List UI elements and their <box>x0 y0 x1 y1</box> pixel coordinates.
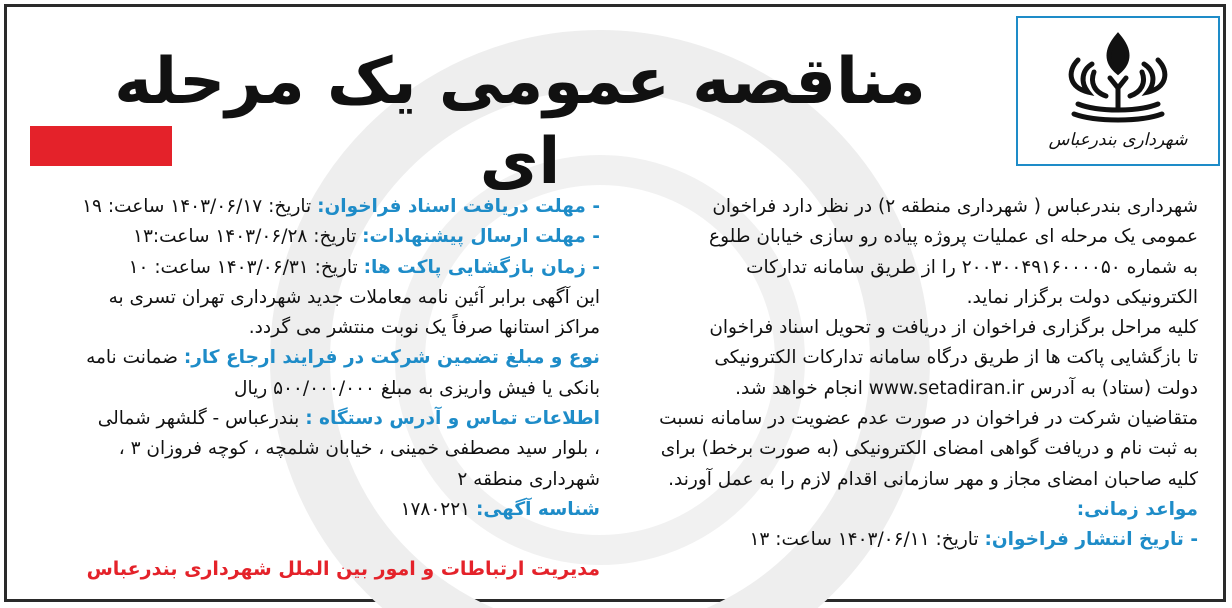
contact-label: اطلاعات تماس و آدرس دستگاه : <box>305 408 600 430</box>
paragraph-line: شهرداری بندرعباس ( شهرداری منطقه ۲) در نظر دارد فراخوان <box>712 196 1198 217</box>
paragraph-line: کلیه مراحل برگزاری فراخوان از دریافت و تحویل اسناد فراخوان <box>709 317 1198 339</box>
paragraph-line: به ثبت نام و دریافت گواهی امضای الکترونیکی (به صورت برخط) برای <box>660 438 1198 460</box>
contact-value: بندرعباس - گلشهر شمالی <box>97 408 306 430</box>
opening-label: - زمان بازگشایی پاکت ها: <box>363 256 600 278</box>
doc-deadline-line <box>28 192 600 222</box>
bid-deadline-label: - مهلت ارسال پیشنهادات: <box>362 226 600 248</box>
red-accent-bar <box>30 126 172 166</box>
contact-line <box>28 404 600 434</box>
guarantee-line <box>28 343 600 373</box>
ad-id-line <box>28 495 600 525</box>
paragraph-line: متقاضیان شرکت در فراخوان در صورت عدم عضویت در سامانه نسبت <box>659 408 1198 430</box>
municipality-logo-box <box>1016 16 1220 166</box>
logo-caption: شهرداری بندرعباس <box>1048 130 1188 150</box>
opening-value: تاریخ: ۱۴۰۳/۰۶/۳۱ ساعت: ۱۰ <box>128 256 364 278</box>
page-title: مناقصه عمومی یک مرحله ای <box>114 45 926 199</box>
ad-id-value: ۱۷۸۰۲۲۱ <box>400 498 477 520</box>
contact-line-3: شهرداری منطقه ۲ <box>457 468 600 490</box>
paragraph-line: عمومی یک مرحله ای عملیات پروژه پیاده رو سازی خیابان طلوع <box>709 226 1198 248</box>
guarantee-value: ضمانت نامه <box>86 347 184 369</box>
municipality-emblem-icon <box>1018 22 1218 132</box>
bid-deadline-value: تاریخ: ۱۴۰۳/۰۶/۲۸ ساعت:۱۳ <box>133 226 363 248</box>
publish-date-value: تاریخ: ۱۴۰۳/۰۶/۱۱ ساعت: ۱۳ <box>749 529 985 551</box>
footer-signature: مدیریت ارتباطات و امور بین الملل شهرداری بندرعباس <box>86 558 600 580</box>
guarantee-label: نوع و مبلغ تضمین شرکت در فرایند ارجاع کار: <box>183 347 600 369</box>
publish-date-label: - تاریخ انتشار فراخوان: <box>984 529 1198 551</box>
notice-line: این آگهی برابر آئین نامه معاملات جدید شهرداری تهران تسری به <box>108 286 600 308</box>
opening-line <box>28 253 600 283</box>
notice-line: مراکز استانها صرفاً یک نوبت منتشر می گردد. <box>248 317 600 339</box>
publish-date-line <box>626 525 1198 555</box>
doc-deadline-value: تاریخ: ۱۴۰۳/۰۶/۱۷ ساعت: ۱۹ <box>82 196 318 217</box>
paragraph-line: دولت (ستاد) به آدرس www.setadiran.ir انجام خواهد شد. <box>735 377 1198 399</box>
paragraph-line: به شماره ۲۰۰۳۰۰۴۹۱۶۰۰۰۰۵۰ را از طریق سامانه تدارکات <box>746 256 1198 278</box>
bid-deadline-line <box>28 222 600 252</box>
paragraph-line: تا بازگشایی پاکت ها از طریق درگاه سامانه تدارکات الکترونیکی <box>714 347 1198 369</box>
right-column <box>626 192 1198 556</box>
doc-deadline-label: - مهلت دریافت اسناد فراخوان: <box>317 196 600 217</box>
schedule-heading: مواعد زمانی: <box>1076 498 1198 520</box>
left-column <box>28 192 600 525</box>
ad-id-label: شناسه آگهی: <box>476 498 600 520</box>
guarantee-line-2: بانکی یا فیش واریزی به مبلغ ۵۰۰/۰۰۰/۰۰۰ ریال <box>234 377 600 399</box>
paragraph-line: الکترونیکی دولت برگزار نماید. <box>966 286 1198 308</box>
contact-line-2: ، بلوار سید مصطفی خمینی ، خیابان شلمچه ، کوچه فروزان ۳ ، <box>118 438 600 460</box>
paragraph-line: کلیه صاحبان امضای مجاز و مهر سازمانی اقدام لازم را به عمل آورند. <box>668 468 1198 490</box>
